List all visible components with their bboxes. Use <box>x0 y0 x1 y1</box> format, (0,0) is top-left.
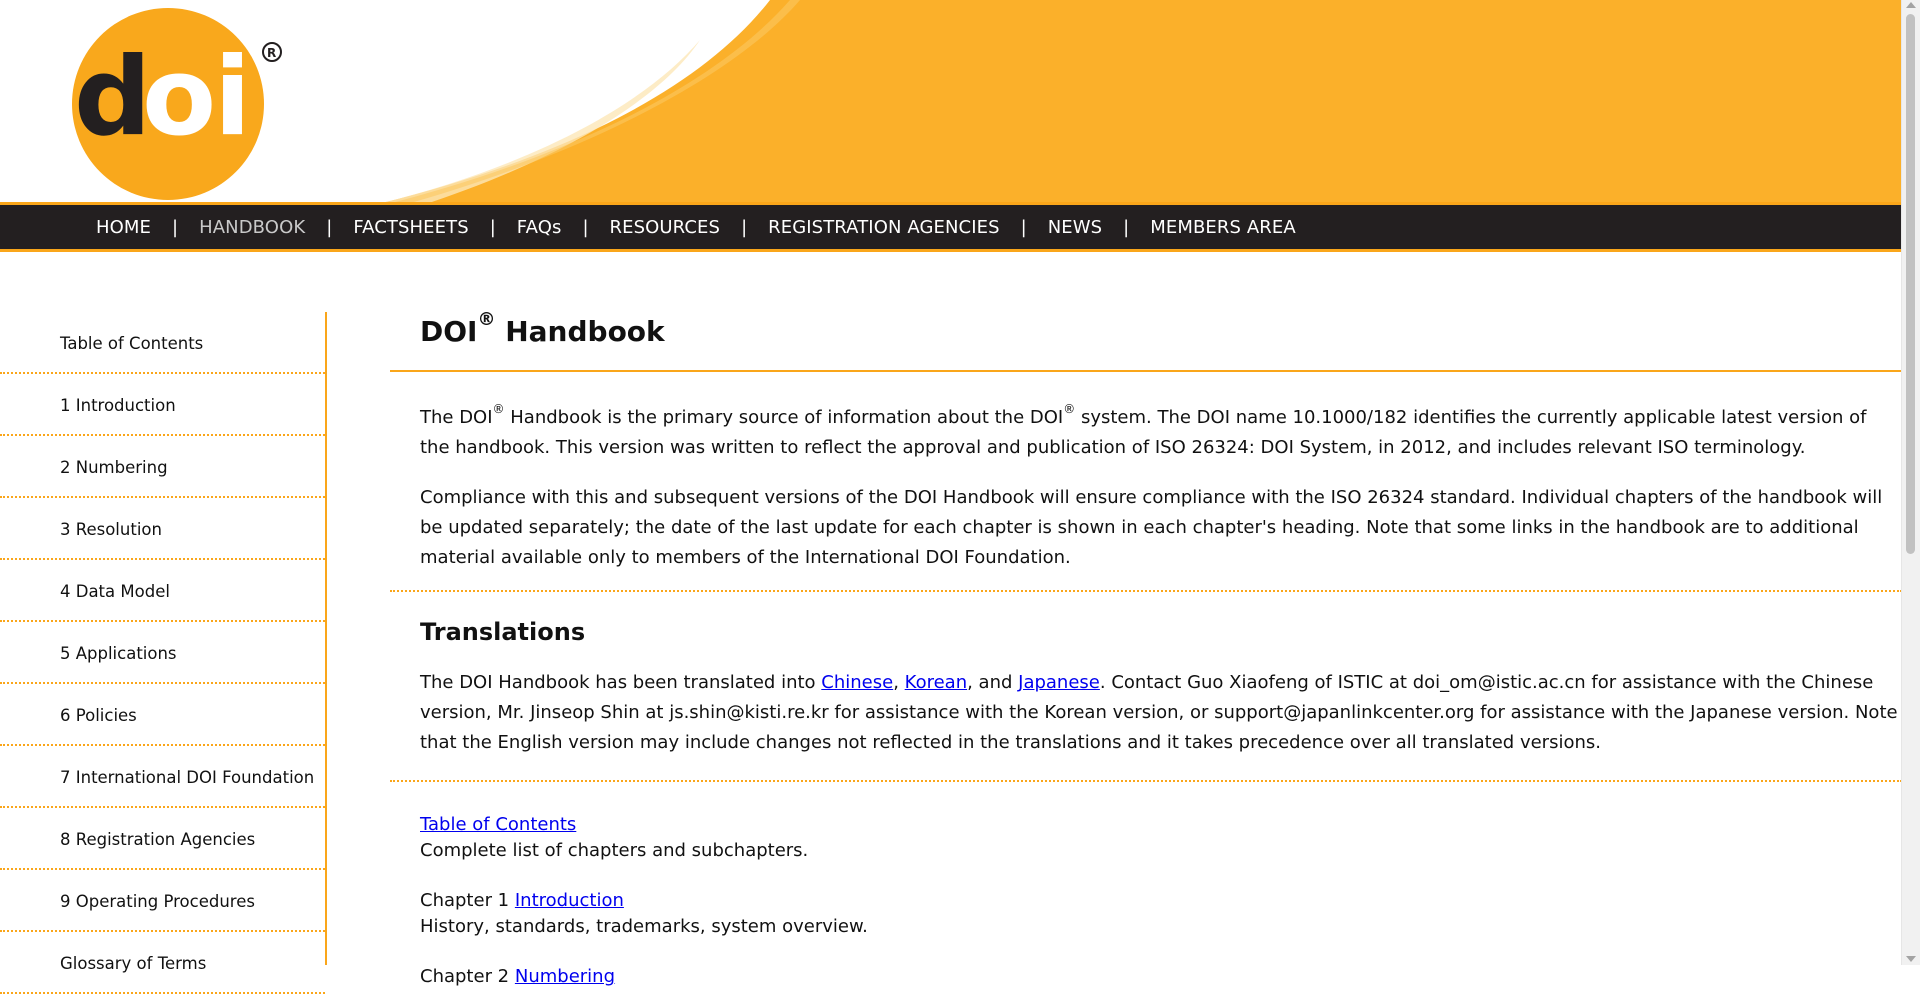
nav-link-home[interactable]: HOME <box>96 216 152 238</box>
registered-mark: ® <box>492 402 505 416</box>
svg-text:i: i <box>214 35 252 160</box>
toc-entry-prefix: Chapter 1 <box>420 890 515 911</box>
scroll-down-arrow-icon[interactable] <box>1906 956 1916 962</box>
sidebar-item-glossary-of-terms[interactable]: Glossary of Terms <box>0 932 325 994</box>
sidebar-item-3-resolution[interactable]: 3 Resolution <box>0 498 325 560</box>
toc-entry-title <box>420 964 615 990</box>
section-divider <box>390 590 1902 592</box>
registered-mark: ® <box>477 309 496 330</box>
translations-paragraph <box>420 668 1900 758</box>
nav-link-members-area[interactable]: MEMBERS AREA <box>1150 216 1296 238</box>
sidebar-item-6-policies[interactable]: 6 Policies <box>0 684 325 746</box>
translations-heading: Translations <box>420 618 586 646</box>
svg-text:R: R <box>267 46 277 60</box>
sidebar-item-2-numbering[interactable]: 2 Numbering <box>0 436 325 498</box>
nav-list <box>96 205 1296 249</box>
toc-entry-description: Complete list of chapters and subchapters. <box>420 840 809 861</box>
intro-text-a: The DOI <box>420 407 493 428</box>
nav-item <box>199 217 305 238</box>
nav-link-resources[interactable]: RESOURCES <box>609 216 721 238</box>
main-content <box>390 309 1902 987</box>
toc-entry <box>420 812 808 864</box>
toc-link-introduction[interactable]: Introduction <box>514 890 624 911</box>
registered-mark: ® <box>1063 402 1076 416</box>
toc-entry-title <box>420 888 868 914</box>
scroll-up-arrow-icon[interactable] <box>1906 2 1916 8</box>
nav-link-factsheets[interactable]: FACTSHEETS <box>353 216 469 238</box>
doi-logo[interactable] <box>72 4 292 204</box>
nav-separator: | <box>1123 216 1130 238</box>
section-divider <box>390 780 1902 782</box>
sidebar-item-8-registration-agencies[interactable]: 8 Registration Agencies <box>0 808 325 870</box>
link-korean[interactable]: Korean <box>904 672 968 693</box>
nav-item <box>610 217 721 238</box>
nav-link-faqs[interactable]: FAQs <box>516 216 562 238</box>
page-title <box>420 309 665 352</box>
sidebar-item-table-of-contents[interactable]: Table of Contents <box>0 312 325 374</box>
translations-text-a: The DOI Handbook has been translated into <box>420 672 822 693</box>
nav-item <box>768 217 999 238</box>
svg-text:o: o <box>142 35 213 160</box>
link-chinese[interactable]: Chinese <box>821 672 894 693</box>
nav-separator: | <box>489 216 496 238</box>
sidebar-item-1-introduction[interactable]: 1 Introduction <box>0 374 325 436</box>
vertical-scrollbar[interactable] <box>1901 0 1920 965</box>
sidebar-item-7-international-doi-foundation[interactable]: 7 International DOI Foundation <box>0 746 325 808</box>
page-title-text: DOI <box>420 315 478 348</box>
page-title-wrap <box>390 309 1902 372</box>
and-separator: , and <box>967 672 1019 693</box>
toc-link-table-of-contents[interactable]: Table of Contents <box>420 814 577 835</box>
translations-text-b: . Contact Guo Xiaofeng of ISTIC at doi_om@istic.ac.cn for assistance with the Chinese version, Mr. Jinseop Shin at js.shin@kisti.re.kr for assistance with the Korean version, or support@japanlinkcenter.org for assistance with the Japanese version. Note that the English version may include changes not reflected in the translations and it takes precedence over all translated versions. <box>420 672 1898 753</box>
toc-entry <box>420 888 868 940</box>
link-japanese[interactable]: Japanese <box>1018 672 1100 693</box>
site-header <box>0 0 1902 206</box>
sidebar-item-5-applications[interactable]: 5 Applications <box>0 622 325 684</box>
intro-text-c: system. The DOI name 10.1000/182 identifies the currently applicable latest version of the handbook. This version was written to reflect the approval and publication of ISO 26324: DOI System, in 2012, and includes relevant ISO terminology. <box>420 407 1867 458</box>
toc-entry-description: History, standards, trademarks, system overview. <box>420 916 868 937</box>
nav-link-handbook[interactable]: HANDBOOK <box>199 216 306 238</box>
intro-text-b: Handbook is the primary source of information about the DOI <box>504 407 1064 428</box>
sidebar-item-4-data-model[interactable]: 4 Data Model <box>0 560 325 622</box>
scroll-thumb[interactable] <box>1906 14 1915 554</box>
nav-separator: | <box>582 216 589 238</box>
nav-item <box>517 217 562 238</box>
toc-entry <box>420 964 615 990</box>
nav-item <box>1150 217 1296 238</box>
nav-item <box>353 217 468 238</box>
nav-link-registration-agencies[interactable]: REGISTRATION AGENCIES <box>768 216 1000 238</box>
svg-text:d: d <box>74 35 148 160</box>
toc-entry-prefix: Chapter 2 <box>420 966 515 987</box>
nav-separator: | <box>172 216 179 238</box>
intro-paragraph-1 <box>420 403 1900 463</box>
nav-separator: | <box>326 216 333 238</box>
sidebar-item-9-operating-procedures[interactable]: 9 Operating Procedures <box>0 870 325 932</box>
nav-separator: | <box>1020 216 1027 238</box>
nav-item <box>96 217 151 238</box>
intro-paragraph-2: Compliance with this and subsequent versions of the DOI Handbook will ensure compliance with the ISO 26324 standard. Individual chapters of the handbook will be updated separately; the date of the last update for each chapter is shown in each chapter's heading. Note that some links in the handbook are to additional material available only to members of the International DOI Foundation. <box>420 487 1883 568</box>
nav-link-news[interactable]: NEWS <box>1047 216 1103 238</box>
comma-separator: , <box>893 672 905 693</box>
toc-link-numbering[interactable]: Numbering <box>514 966 616 987</box>
toc-entry-title <box>420 812 808 838</box>
handbook-sidebar <box>0 312 327 973</box>
main-navigation <box>0 202 1902 252</box>
nav-separator: | <box>741 216 748 238</box>
nav-item <box>1048 217 1102 238</box>
page-title-rest: Handbook <box>495 315 665 348</box>
